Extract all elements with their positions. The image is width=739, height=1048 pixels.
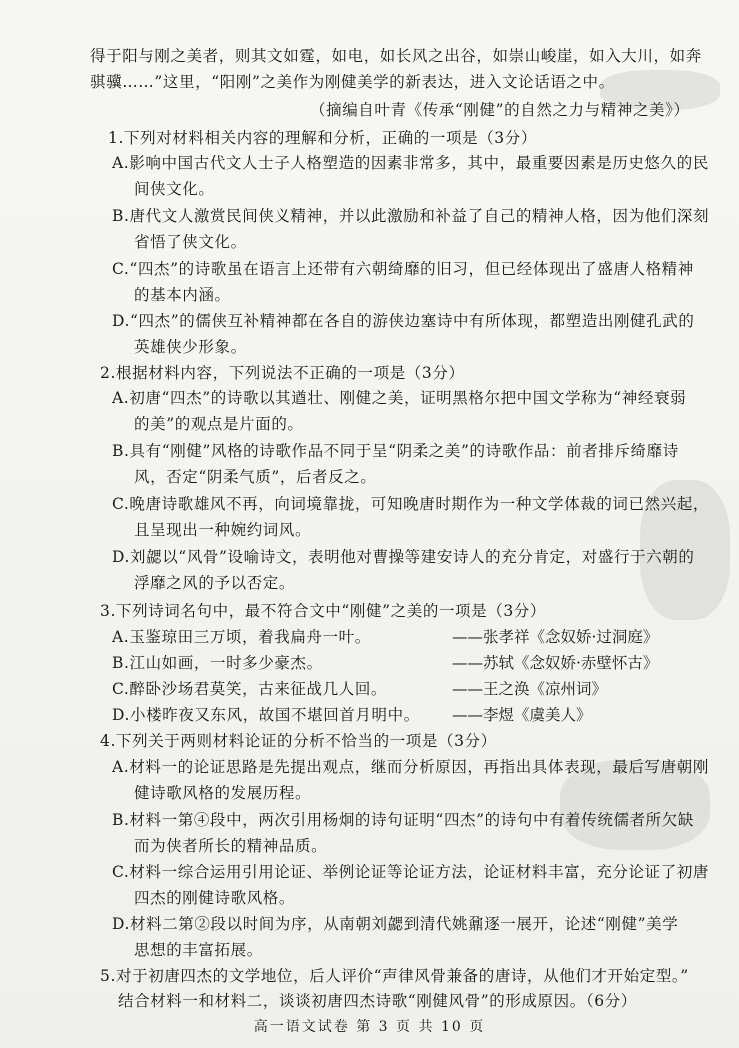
- question-5-stem-line-1: 5.对于初唐四杰的文学地位，后人评价“声律风骨兼备的唐诗，从他们才开始定型。”: [100, 967, 689, 985]
- q4-option-b-line-2: 而为侠者所长的精神品质。: [134, 837, 328, 855]
- question-2-stem: 2.根据材料内容，下列说法不正确的一项是（3分）: [100, 364, 465, 382]
- q3-option-d-attribution: ——李煜《虞美人》: [452, 706, 592, 724]
- q2-option-d-line-2: 浮靡之风的予以否定。: [134, 574, 296, 592]
- q1-option-a-line-1: A.影响中国古代文人士子人格塑造的因素非常多，其中，最重要因素是历史悠久的民: [112, 154, 709, 172]
- q2-option-d-line-1: D.刘勰以“风骨”设喻诗文，表明他对曹操等建安诗人的充分肯定，对盛行于六朝的: [112, 548, 695, 566]
- q2-option-b-line-2: 风，否定“阴柔气质”，后者反之。: [134, 468, 377, 486]
- q1-option-c-line-1: C.“四杰”的诗歌虽在语言上还带有六朝绮靡的旧习，但已经体现出了盛唐人格精神: [112, 260, 694, 278]
- question-3-stem: 3.下列诗词名句中，最不符合文中“刚健”之美的一项是（3分）: [100, 602, 546, 620]
- question-5-stem-line-2: 结合材料一和材料二，谈谈初唐四杰诗歌“刚健风骨”的形成原因。（6分）: [118, 992, 637, 1010]
- q3-option-d: D.小楼昨夜又东风，故国不堪回首月明中。: [112, 706, 420, 724]
- q3-option-a: A.玉鉴琼田三万顷，着我扁舟一叶。: [112, 628, 371, 646]
- question-1-stem: 1.下列对材料相关内容的理解和分析，正确的一项是（3分）: [108, 129, 537, 147]
- q3-option-b: B.江山如画，一时多少豪杰。: [112, 654, 323, 672]
- q4-option-a-line-1: A.材料一的论证思路是先提出观点，继而分析原因，再指出具体表现，最后写唐朝刚: [112, 758, 709, 776]
- q3-option-c: C.醉卧沙场君莫笑，古来征战几人回。: [112, 680, 388, 698]
- q2-option-a-line-1: A.初唐“四杰”的诗歌以其遒壮、刚健之美，证明黑格尔把中国文学称为“神经衰弱: [112, 389, 687, 407]
- q2-option-c-line-2: 且呈现出一种婉约词风。: [134, 521, 312, 539]
- question-4-stem: 4.下列关于两则材料论证的分析不恰当的一项是（3分）: [100, 732, 497, 750]
- passage-line-2: 骐骥……”这里，“阳刚”之美作为刚健美学的新表达，进入文论话语之中。: [90, 73, 615, 91]
- q2-option-a-line-2: 的美”的观点是片面的。: [134, 415, 304, 433]
- q1-option-d-line-1: D.“四杰”的儒侠互补精神都在各自的游侠边塞诗中有所体现，都塑造出刚健孔武的: [112, 312, 695, 330]
- q1-option-b-line-2: 省悟了侠文化。: [134, 233, 247, 251]
- q1-option-b-line-1: B.唐代文人激赏民间侠义精神，并以此激励和补益了自己的精神人格，因为他们深刻: [112, 207, 710, 225]
- q4-option-a-line-2: 健诗歌风格的发展历程。: [134, 784, 312, 802]
- q1-option-c-line-2: 的基本内涵。: [134, 286, 231, 304]
- q1-option-d-line-2: 英雄侠少形象。: [134, 338, 247, 356]
- page-footer: 高一语文试卷 第 3 页 共 10 页: [253, 1019, 486, 1035]
- q4-option-d-line-1: D.材料二第②段以时间为序，从南朝刘勰到清代姚鼐逐一展开，论述“刚健”美学: [112, 915, 679, 933]
- q4-option-c-line-2: 四杰的刚健诗歌风格。: [134, 889, 296, 907]
- q2-option-c-line-1: C.晚唐诗歌雄风不再，向词境靠拢，可知晚唐时期作为一种文学体裁的词已然兴起，: [112, 495, 710, 513]
- passage-line-1: 得于阳与刚之美者，则其文如霆，如电，如长风之出谷，如崇山峻崖，如入大川，如奔: [90, 47, 702, 65]
- q4-option-c-line-1: C.材料一综合运用引用论证、举例论证等论证方法，论证材料丰富，充分论证了初唐: [112, 863, 710, 881]
- q2-option-b-line-1: B.具有“刚健”风格的诗歌作品不同于呈“阴柔之美”的诗歌作品：前者排斥绮靡诗: [112, 442, 679, 460]
- q3-option-c-attribution: ——王之涣《凉州词》: [452, 680, 608, 698]
- q1-option-a-line-2: 间侠文化。: [134, 180, 215, 198]
- q4-option-d-line-2: 思想的丰富拓展。: [134, 941, 263, 959]
- passage-source: （摘编自叶青《传承“刚健”的自然之力与精神之美》）: [310, 101, 690, 119]
- q3-option-a-attribution: ——张孝祥《念奴娇·过洞庭》: [452, 628, 659, 646]
- q4-option-b-line-1: B.材料一第④段中，两次引用杨炯的诗句证明“四杰”的诗句中有着传统儒者所欠缺: [112, 811, 694, 829]
- q3-option-b-attribution: ——苏轼《念奴娇·赤壁怀古》: [452, 654, 659, 672]
